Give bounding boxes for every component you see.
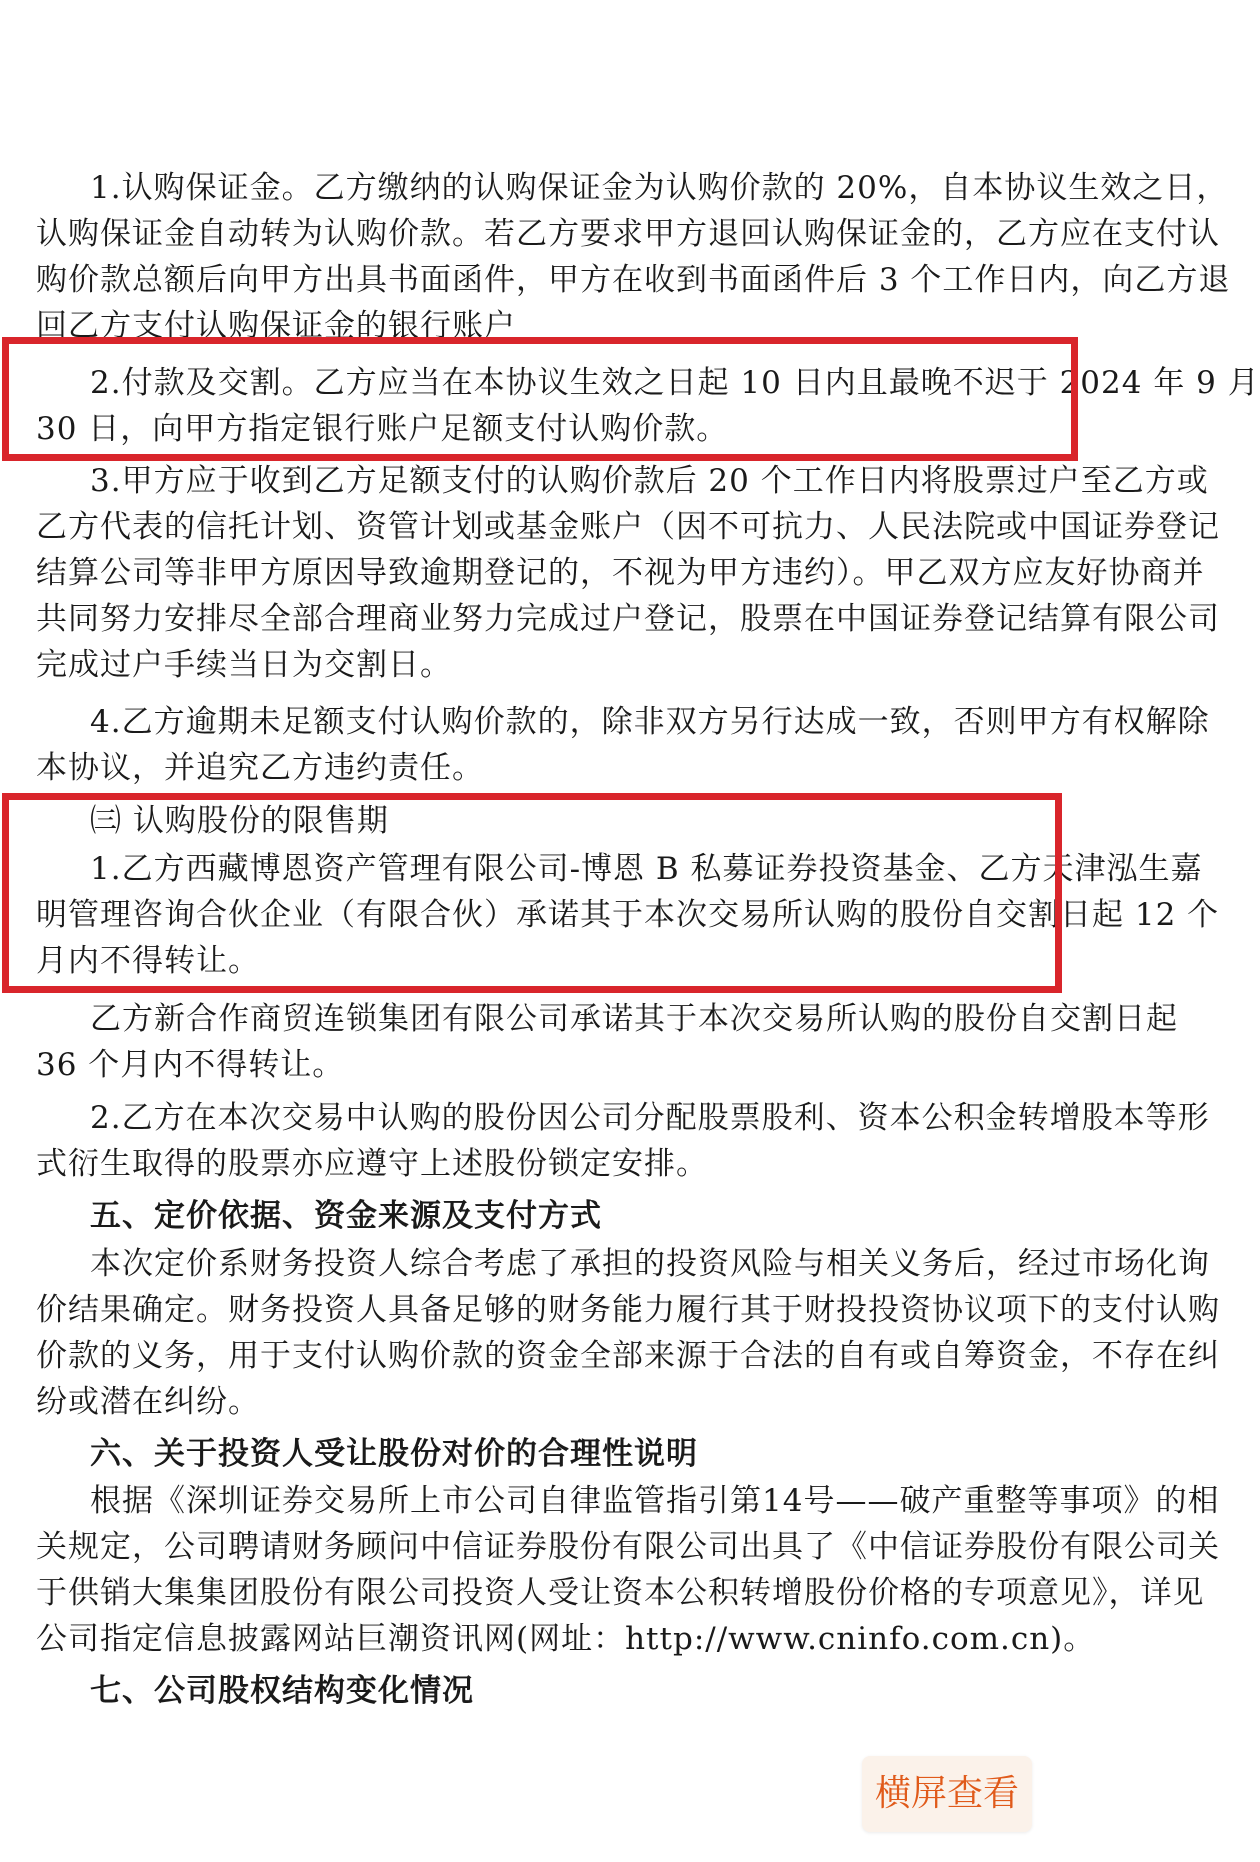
paragraph-line: 关规定，公司聘请财务顾问中信证券股份有限公司出具了《中信证券股份有限公司关: [36, 1529, 1220, 1565]
paragraph-line: 4.乙方逾期未足额支付认购价款的，除非双方另行达成一致，否则甲方有权解除: [90, 704, 1210, 740]
paragraph-line: 2.付款及交割。乙方应当在本协议生效之日起 10 日内且最晚不迟于 2024 年 9 月: [90, 365, 1260, 401]
paragraph-line: 完成过户手续当日为交割日。: [36, 647, 452, 683]
paragraph-line: 36 个月内不得转让。: [36, 1047, 345, 1083]
paragraph-line: 2.乙方在本次交易中认购的股份因公司分配股票股利、资本公积金转增股本等形: [90, 1100, 1210, 1136]
paragraph-line: 3.甲方应于收到乙方足额支付的认购价款后 20 个工作日内将股票过户至乙方或: [90, 463, 1209, 499]
paragraph-line: 纷或潜在纠纷。: [36, 1384, 260, 1420]
paragraph-line: 回乙方支付认购保证金的银行账户: [36, 308, 516, 344]
paragraph-line: 价结果确定。财务投资人具备足够的财务能力履行其于财投投资协议项下的支付认购: [36, 1292, 1220, 1328]
paragraph-line: 1.认购保证金。乙方缴纳的认购保证金为认购价款的 20%，自本协议生效之日，: [90, 170, 1229, 206]
paragraph-line: 认购保证金自动转为认购价款。若乙方要求甲方退回认购保证金的，乙方应在支付认: [36, 216, 1220, 252]
paragraph-line: 价款的义务，用于支付认购价款的资金全部来源于合法的自有或自筹资金，不存在纠: [36, 1338, 1220, 1374]
section-subheading: ㈢ 认购股份的限售期: [90, 803, 389, 839]
paragraph-line: 本次定价系财务投资人综合考虑了承担的投资风险与相关义务后，经过市场化询: [90, 1246, 1210, 1282]
paragraph-line: 30 日，向甲方指定银行账户足额支付认购价款。: [36, 411, 729, 447]
section-heading: 七、公司股权结构变化情况: [90, 1673, 474, 1709]
paragraph-line: 月内不得转让。: [36, 943, 260, 979]
paragraph-line: 购价款总额后向甲方出具书面函件，甲方在收到书面函件后 3 个工作日内，向乙方退: [36, 262, 1231, 298]
paragraph-line: 根据《深圳证券交易所上市公司自律监管指引第14号——破产重整等事项》的相: [90, 1483, 1220, 1519]
paragraph-line: 结算公司等非甲方原因导致逾期登记的，不视为甲方违约）。甲乙双方应友好协商并: [36, 555, 1205, 591]
paragraph-line: 公司指定信息披露网站巨潮资讯网(网址：http://www.cninfo.com.cn)。: [36, 1621, 1096, 1657]
paragraph-line: 乙方代表的信托计划、资管计划或基金账户（因不可抗力、人民法院或中国证券登记: [36, 509, 1220, 545]
landscape-view-button[interactable]: 横屏查看: [862, 1756, 1032, 1832]
paragraph-line: 乙方新合作商贸连锁集团有限公司承诺其于本次交易所认购的股份自交割日起: [90, 1001, 1178, 1037]
section-heading: 六、关于投资人受让股份对价的合理性说明: [90, 1436, 698, 1472]
paragraph-line: 本协议，并追究乙方违约责任。: [36, 750, 484, 786]
paragraph-line: 1.乙方西藏博恩资产管理有限公司-博恩 B 私募证券投资基金、乙方天津泓生嘉: [90, 851, 1203, 887]
paragraph-line: 明管理咨询合伙企业（有限合伙）承诺其于本次交易所认购的股份自交割日起 12 个: [36, 897, 1220, 933]
section-heading: 五、定价依据、资金来源及支付方式: [90, 1198, 602, 1234]
paragraph-line: 共同努力安排尽全部合理商业努力完成过户登记，股票在中国证券登记结算有限公司: [36, 601, 1220, 637]
paragraph-line: 于供销大集集团股份有限公司投资人受让资本公积转增股份价格的专项意见》，详见: [36, 1575, 1205, 1611]
paragraph-line: 式衍生取得的股票亦应遵守上述股份锁定安排。: [36, 1146, 708, 1182]
